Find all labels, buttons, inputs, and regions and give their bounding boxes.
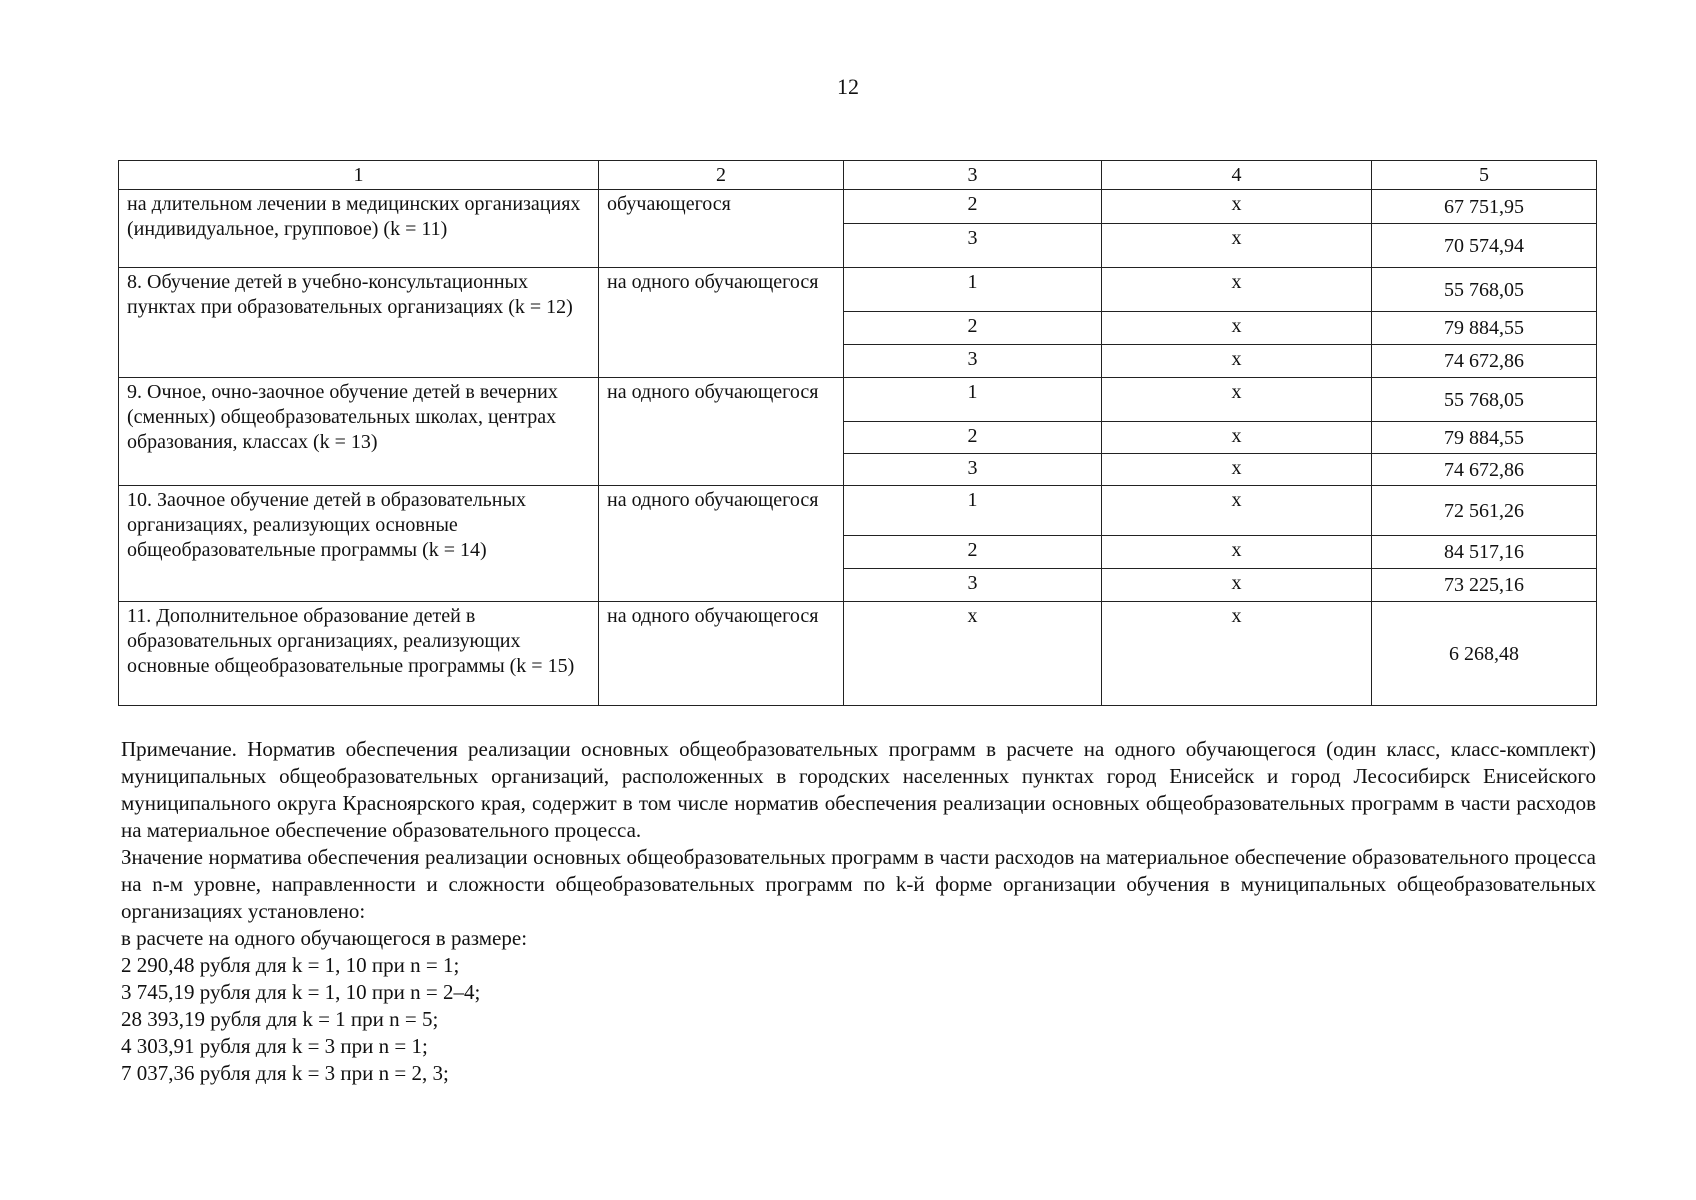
note-line: 4 303,91 рубля для k = 3 при n = 1; bbox=[121, 1034, 428, 1058]
level-cell: 3 bbox=[844, 569, 1102, 602]
unit-cell: на одного обучающегося bbox=[599, 602, 844, 706]
note-line: 28 393,19 рубля для k = 1 при n = 5; bbox=[121, 1007, 439, 1031]
note-line: в расчете на одного обучающегося в размере: bbox=[121, 926, 528, 950]
norm-value-cell: 72 561,26 bbox=[1372, 486, 1597, 536]
level-cell: 1 bbox=[844, 268, 1102, 312]
norm-value-cell: 74 672,86 bbox=[1372, 345, 1597, 378]
note-section bbox=[121, 736, 1596, 1087]
table-header-row bbox=[119, 161, 1597, 190]
header-cell: 3 bbox=[844, 161, 1102, 190]
form-description-cell: 8. Обучение детей в учебно-консультационных пунктах при образовательных организациях (k = 12) bbox=[119, 268, 599, 378]
level-cell: 3 bbox=[844, 345, 1102, 378]
direction-cell: x bbox=[1102, 422, 1372, 454]
note-line: 7 037,36 рубля для k = 3 при n = 2, 3; bbox=[121, 1061, 449, 1085]
header-cell: 5 bbox=[1372, 161, 1597, 190]
note-paragraph: Значение норматива обеспечения реализации основных общеобразовательных программ в части расходов на материальное обеспечение образовательного процесса на n-м уровне, направленности и сложности общеобразовательных программ по k-й форме организации обучения в муниципальных общеобразовательных организациях установлено: bbox=[121, 845, 1596, 923]
direction-cell: x bbox=[1102, 345, 1372, 378]
level-cell: 2 bbox=[844, 312, 1102, 345]
norm-value-cell: 79 884,55 bbox=[1372, 422, 1597, 454]
direction-cell: x bbox=[1102, 569, 1372, 602]
direction-cell: x bbox=[1102, 268, 1372, 312]
form-description-cell: 9. Очное, очно-заочное обучение детей в вечерних (сменных) общеобразовательных школах, центрах образования, классах (k = 13) bbox=[119, 378, 599, 486]
table-row bbox=[119, 486, 1597, 536]
norm-value-cell: 79 884,55 bbox=[1372, 312, 1597, 345]
note-line: 3 745,19 рубля для k = 1, 10 при n = 2–4; bbox=[121, 980, 481, 1004]
level-cell: x bbox=[844, 602, 1102, 706]
norm-value-cell: 55 768,05 bbox=[1372, 268, 1597, 312]
level-cell: 1 bbox=[844, 378, 1102, 422]
note-line: 2 290,48 рубля для k = 1, 10 при n = 1; bbox=[121, 953, 460, 977]
unit-cell: на одного обучающегося bbox=[599, 268, 844, 378]
level-cell: 2 bbox=[844, 536, 1102, 569]
header-cell: 4 bbox=[1102, 161, 1372, 190]
norm-value-cell: 67 751,95 bbox=[1372, 190, 1597, 224]
direction-cell: x bbox=[1102, 454, 1372, 486]
unit-cell: на одного обучающегося bbox=[599, 378, 844, 486]
norms-table bbox=[118, 160, 1597, 706]
direction-cell: x bbox=[1102, 190, 1372, 224]
header-cell: 2 bbox=[599, 161, 844, 190]
page-number: 12 bbox=[837, 74, 859, 99]
table-row bbox=[119, 190, 1597, 224]
level-cell: 3 bbox=[844, 224, 1102, 268]
header-cell: 1 bbox=[119, 161, 599, 190]
direction-cell: x bbox=[1102, 602, 1372, 706]
note-paragraph: Примечание. Норматив обеспечения реализации основных общеобразовательных программ в расчете на одного обучающегося (один класс, класс-комплект) муниципальных общеобразовательных организаций, расположенных в городских населенных пунктах город Енисейск и город Лесосибирск Енисейского муниципального округа Красноярского края, содержит в том числе норматив обеспечения реализации основных общеобразовательных программ в части расходов на материальное обеспечение образовательного процесса. bbox=[121, 737, 1596, 842]
direction-cell: x bbox=[1102, 378, 1372, 422]
form-description-cell: на длительном лечении в медицинских организациях (индивидуальное, групповое) (k = 11) bbox=[119, 190, 599, 268]
norm-value-cell: 70 574,94 bbox=[1372, 224, 1597, 268]
table-row bbox=[119, 378, 1597, 422]
unit-cell: на одного обучающегося bbox=[599, 486, 844, 602]
level-cell: 1 bbox=[844, 486, 1102, 536]
form-description-cell: 10. Заочное обучение детей в образовательных организациях, реализующих основные общеобразовательные программы (k = 14) bbox=[119, 486, 599, 602]
form-description-cell: 11. Дополнительное образование детей в образовательных организациях, реализующих основные общеобразовательные программы (k = 15) bbox=[119, 602, 599, 706]
level-cell: 2 bbox=[844, 190, 1102, 224]
norm-value-cell: 74 672,86 bbox=[1372, 454, 1597, 486]
direction-cell: x bbox=[1102, 312, 1372, 345]
level-cell: 3 bbox=[844, 454, 1102, 486]
unit-cell: обучающегося bbox=[599, 190, 844, 268]
direction-cell: x bbox=[1102, 536, 1372, 569]
norm-value-cell: 6 268,48 bbox=[1372, 602, 1597, 706]
direction-cell: x bbox=[1102, 486, 1372, 536]
table-row bbox=[119, 602, 1597, 706]
norm-value-cell: 73 225,16 bbox=[1372, 569, 1597, 602]
level-cell: 2 bbox=[844, 422, 1102, 454]
norm-value-cell: 55 768,05 bbox=[1372, 378, 1597, 422]
norm-value-cell: 84 517,16 bbox=[1372, 536, 1597, 569]
table-row bbox=[119, 268, 1597, 312]
direction-cell: x bbox=[1102, 224, 1372, 268]
